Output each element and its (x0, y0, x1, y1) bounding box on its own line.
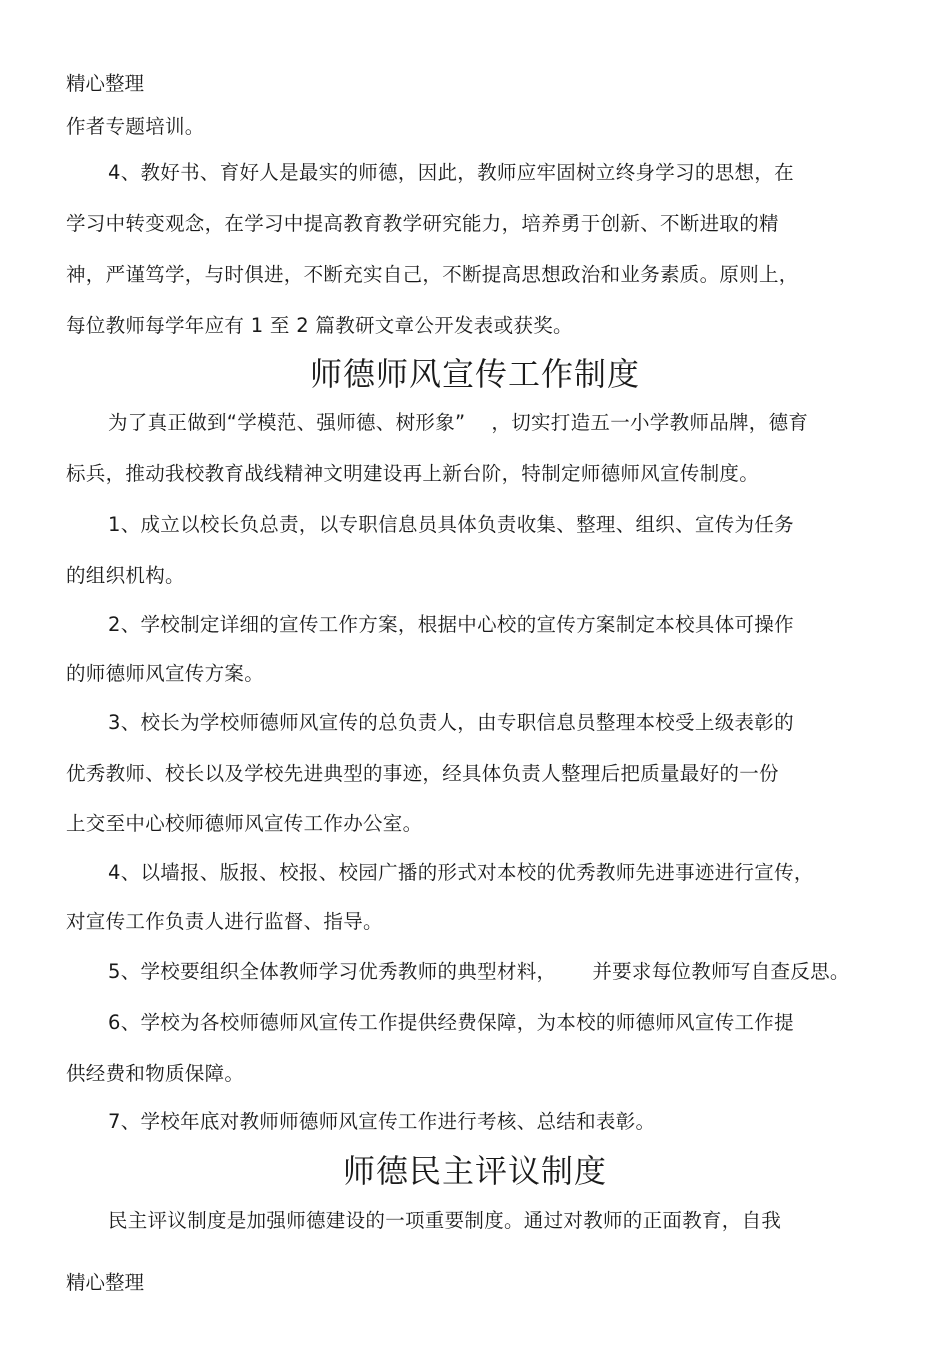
paragraph-line: 6、学校为各校师德师风宣传工作提供经费保障，为本校的师德师风宣传工作提 (108, 1011, 794, 1034)
paragraph-line (108, 958, 850, 986)
item5-text-a: 5、学校要组织全体教师学习优秀教师的典型材料， (108, 960, 557, 983)
paragraph-line: 7、学校年底对教师师德师风宣传工作进行考核、总结和表彰。 (108, 1110, 656, 1133)
page-header: 精心整理 (66, 72, 145, 95)
paragraph-line: 2、学校制定详细的宣传工作方案，根据中心校的宣传方案制定本校具体可操作 (108, 613, 794, 636)
paragraph-line (108, 409, 808, 437)
paragraph-line: 1、成立以校长负总责，以专职信息员具体负责收集、整理、组织、宣传为任务 (108, 513, 794, 536)
item5-text-b: 并要求每位教师写自查反思。 (592, 960, 850, 983)
intro-text-a: 为了真正做到“学模范、强师德、树形象” (108, 411, 466, 434)
section-title: 师德民主评议制度 (342, 1152, 607, 1190)
page-footer: 精心整理 (66, 1271, 145, 1294)
paragraph-line: 上交至中心校师德师风宣传工作办公室。 (66, 812, 423, 835)
paragraph-line: 4、教好书、育好人是最实的师德，因此，教师应牢固树立终身学习的思想，在 (108, 161, 794, 184)
paragraph-line: 对宣传工作负责人进行监督、指导。 (66, 910, 383, 933)
paragraph-line: 学习中转变观念，在学习中提高教育教学研究能力，培养勇于创新、不断进取的精 (66, 212, 779, 235)
paragraph-line: 民主评议制度是加强师德建设的一项重要制度。通过对教师的正面教育，自我 (108, 1209, 782, 1232)
paragraph-line: 神，严谨笃学，与时俱进，不断充实自己，不断提高思想政治和业务素质。原则上， (66, 263, 799, 286)
paragraph-line: 供经费和物质保障。 (66, 1062, 245, 1085)
paragraph-line: 标兵，推动我校教育战线精神文明建设再上新台阶，特制定师德师风宣传制度。 (66, 462, 760, 485)
section-title: 师德师风宣传工作制度 (309, 355, 640, 393)
paragraph-line: 每位教师每学年应有 1 至 2 篇教研文章公开发表或获奖。 (66, 314, 573, 337)
paragraph-line: 的师德师风宣传方案。 (66, 662, 265, 685)
paragraph-line: 优秀教师、校长以及学校先进典型的事迹，经具体负责人整理后把质量最好的一份 (66, 762, 779, 785)
paragraph-line: 4、以墙报、版报、校报、校园广播的形式对本校的优秀教师先进事迹进行宣传， (108, 861, 814, 884)
paragraph-line: 作者专题培训。 (66, 115, 205, 138)
paragraph-line: 的组织机构。 (66, 564, 185, 587)
intro-text-b: ，切实打造五一小学教师品牌，德育 (491, 411, 809, 434)
paragraph-line: 3、校长为学校师德师风宣传的总负责人，由专职信息员整理本校受上级表彰的 (108, 711, 794, 734)
